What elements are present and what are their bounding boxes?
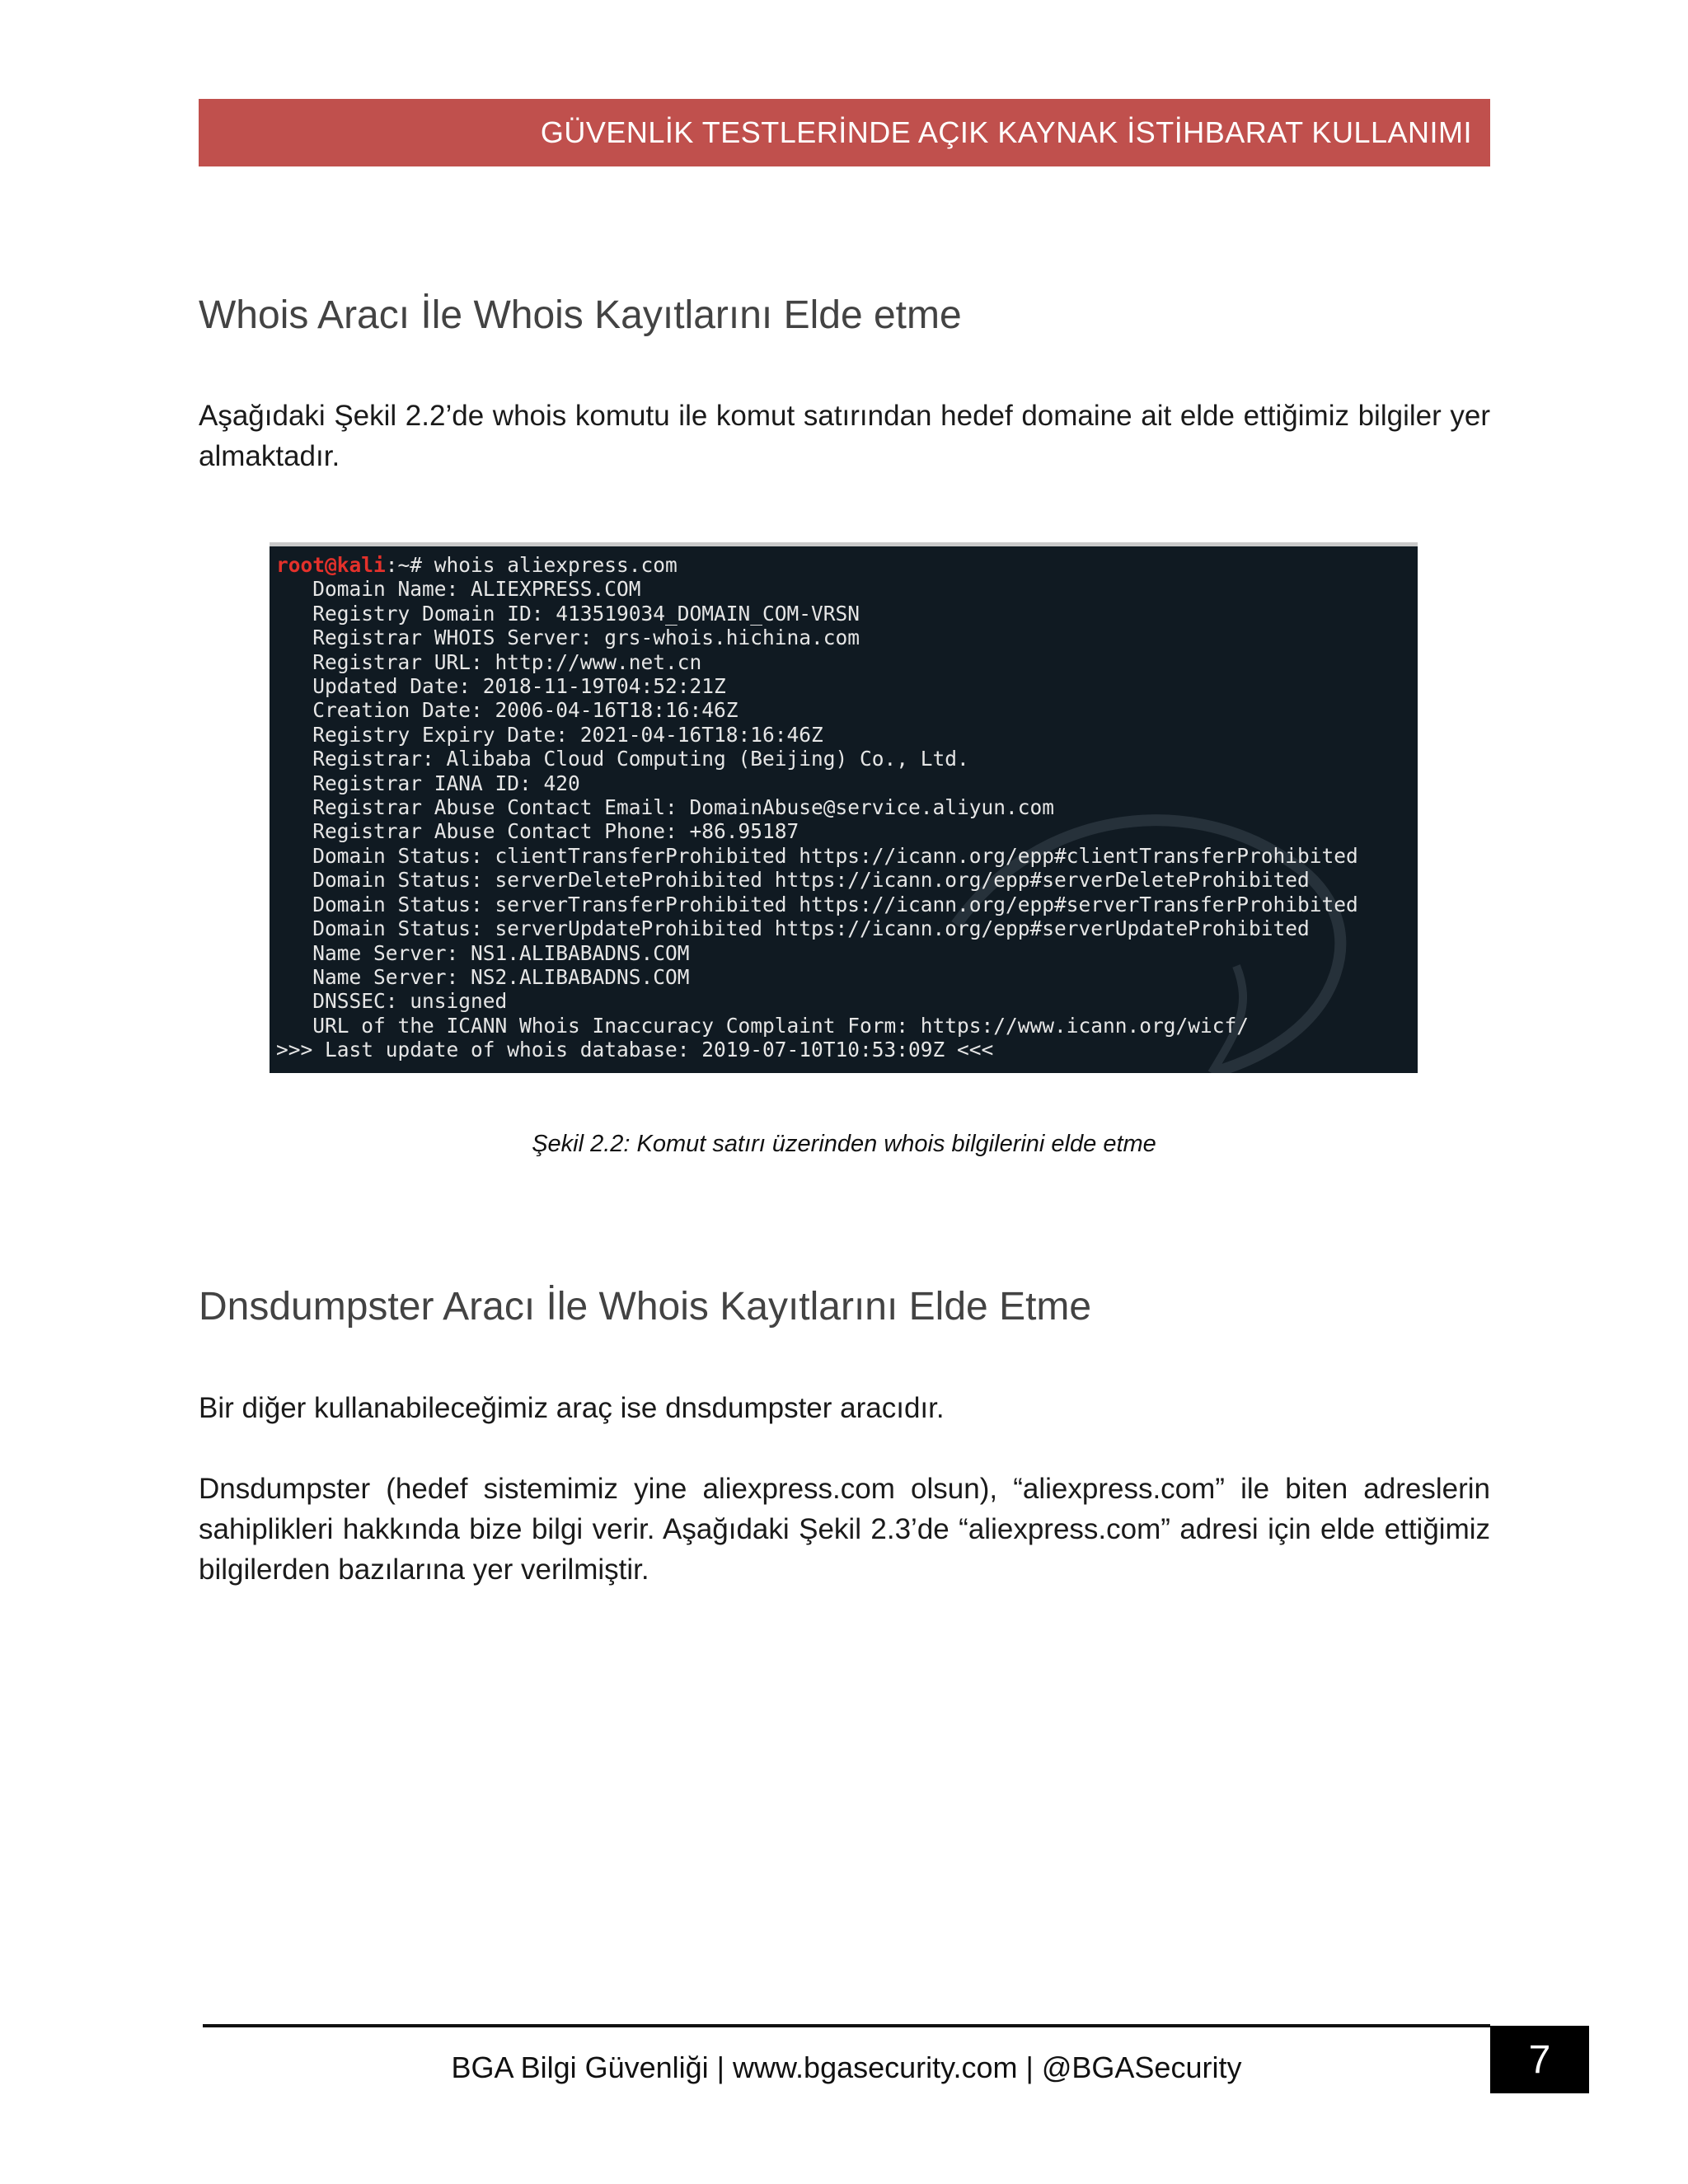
terminal-line: Registrar WHOIS Server: grs-whois.hichina.com (276, 626, 860, 650)
terminal-screenshot (270, 542, 1418, 1073)
page-number: 7 (1528, 2037, 1551, 2082)
terminal-line: Domain Status: serverUpdateProhibited https://icann.org/epp#serverUpdateProhibited (276, 916, 1310, 941)
prompt-user: root@kali (276, 553, 386, 577)
section2-heading: Dnsdumpster Aracı İle Whois Kayıtlarını Elde Etme (199, 1285, 1092, 1329)
terminal-prompt-line (276, 553, 1358, 577)
terminal-line: Domain Status: clientTransferProhibited https://icann.org/epp#clientTransferProhibited (276, 843, 1358, 868)
header-bar (199, 99, 1490, 166)
section2-paragraph-2: Dnsdumpster (hedef sistemimiz yine aliexpress.com olsun), “aliexpress.com” ile biten adreslerin sahiplikleri hakkında bize bilgi verir. Aşağıdaki Şekil 2.3’de “aliexpress.com” adresi için elde ettiğimiz bilgilerden bazılarına yer verilmiştir. (199, 1473, 1490, 1586)
terminal-output (276, 553, 1358, 1062)
terminal-line: Registrar Abuse Contact Phone: +86.95187 (276, 819, 799, 844)
section2-paragraph-1: Bir diğer kullanabileceğimiz araç ise dnsdumpster aracıdır. (199, 1392, 945, 1424)
header-title: GÜVENLİK TESTLERİNDE AÇIK KAYNAK İSTİHBARAT KULLANIMI (540, 115, 1472, 149)
terminal-line: Registry Domain ID: 413519034_DOMAIN_COM-VRSN (276, 601, 860, 626)
terminal-line: Name Server: NS1.ALIBABADNS.COM (276, 940, 690, 965)
section1-heading: Whois Aracı İle Whois Kayıtlarını Elde etme (199, 293, 962, 337)
terminal-line: Creation Date: 2006-04-16T18:16:46Z (276, 698, 738, 723)
figure-caption: Şekil 2.2: Komut satırı üzerinden whois bilgilerini elde etme (532, 1131, 1156, 1157)
terminal-line: Registrar URL: http://www.net.cn (276, 649, 702, 674)
terminal-line: Registrar: Alibaba Cloud Computing (Beijing) Co., Ltd. (276, 747, 969, 771)
footer-divider (203, 2024, 1490, 2027)
footer-text: BGA Bilgi Güvenliği | www.bgasecurity.com | @BGASecurity (451, 2050, 1242, 2084)
terminal-line: Updated Date: 2018-11-19T04:52:21Z (276, 674, 726, 699)
terminal-line: Registrar IANA ID: 420 (276, 771, 580, 795)
terminal-line: URL of the ICANN Whois Inaccuracy Complaint Form: https://www.icann.org/wicf/ (276, 1013, 1250, 1038)
terminal-line: Domain Name: ALIEXPRESS.COM (276, 577, 641, 602)
terminal-line: Name Server: NS2.ALIBABADNS.COM (276, 964, 690, 989)
page-number-box (1490, 2026, 1589, 2093)
terminal-line: Domain Status: serverDeleteProhibited https://icann.org/epp#serverDeleteProhibited (276, 868, 1310, 893)
terminal-line: Registry Expiry Date: 2021-04-16T18:16:46Z (276, 722, 823, 747)
terminal-line: DNSSEC: unsigned (276, 989, 508, 1014)
prompt-command: :~# whois aliexpress.com (385, 553, 678, 577)
terminal-line: Registrar Abuse Contact Email: DomainAbuse@service.aliyun.com (276, 795, 1055, 820)
terminal-line: >>> Last update of whois database: 2019-07-10T10:53:09Z <<< (276, 1038, 994, 1062)
section1-paragraph: Aşağıdaki Şekil 2.2’de whois komutu ile komut satırından hedef domaine ait elde ettiğimiz bilgiler yer almaktadır. (199, 400, 1490, 472)
terminal-line: Domain Status: serverTransferProhibited https://icann.org/epp#serverTransferProhibited (276, 892, 1358, 916)
